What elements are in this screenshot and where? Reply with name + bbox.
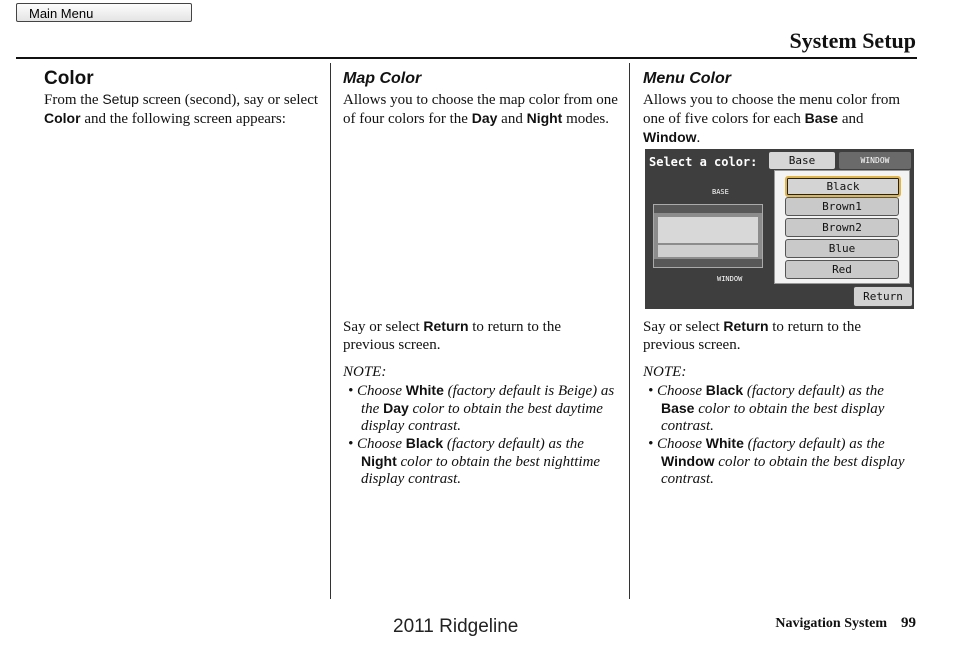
- keyword-return: Return: [723, 318, 769, 334]
- keyword-return: Return: [423, 318, 469, 334]
- keyword-black: Black: [405, 435, 444, 451]
- text-run: (factory default) as the: [743, 383, 884, 399]
- column-divider-2: [629, 63, 630, 599]
- map-color-description: [343, 91, 623, 128]
- tab-window[interactable]: WINDOW: [839, 152, 911, 169]
- preview-window-area: [658, 217, 758, 243]
- text-run: to return to the previous screen.: [343, 319, 561, 353]
- text-run: Choose: [657, 383, 706, 399]
- keyword-window: Window: [643, 129, 697, 145]
- footer-nav-label: Navigation System: [775, 616, 887, 631]
- keyword-black: Black: [705, 382, 744, 398]
- tab-base[interactable]: Base: [769, 152, 835, 169]
- note-item: • Choose White (factory default is Beige) as the Day color to obtain the best daytime display contrast.: [348, 382, 615, 434]
- keyword-night: Night: [526, 110, 563, 126]
- main-menu-button[interactable]: Main Menu: [16, 3, 192, 22]
- keyword-white: White: [705, 435, 744, 451]
- menu-preview-thumbnail: [653, 204, 763, 268]
- preview-grid-area: [658, 245, 758, 257]
- preview-tab-strip: [654, 205, 762, 213]
- note-heading: NOTE:: [343, 364, 387, 380]
- map-color-notes: [343, 382, 621, 488]
- return-button[interactable]: Return: [853, 286, 913, 307]
- text-run: color to obtain the best display contrast.: [661, 401, 885, 434]
- footer-page-label: [775, 615, 916, 632]
- text-run: Allows you to choose the menu color from one of five colors for each: [643, 92, 901, 127]
- keyword-color: Color: [44, 110, 81, 126]
- text-run: color to obtain the best display contrast.: [661, 454, 905, 487]
- keyword-day: Day: [471, 110, 498, 126]
- text-run: modes.: [562, 111, 610, 127]
- column-divider-1: [330, 63, 331, 599]
- color-option-red[interactable]: Red: [785, 260, 899, 279]
- page-title: System Setup: [789, 28, 916, 53]
- text-run: color to obtain the best nighttime display contrast.: [361, 454, 601, 487]
- preview-bottom-bar: [654, 259, 762, 267]
- text-run: and: [497, 111, 527, 127]
- text-run: (factory default) as the: [743, 436, 885, 452]
- text-run: (factory default) as the: [443, 436, 584, 452]
- menu-color-notes: [643, 382, 918, 488]
- note-heading: NOTE:: [643, 364, 687, 380]
- keyword-window: Window: [661, 453, 715, 469]
- page-number: 99: [901, 615, 916, 631]
- menu-color-return-paragraph: [643, 317, 913, 354]
- text-run: screen (second), say or select: [138, 92, 319, 108]
- text-run: and the following screen appears:: [80, 111, 286, 127]
- section-heading-map-color: Map Color: [343, 70, 422, 87]
- footer-watermark: 2011 Ridgeline: [393, 616, 519, 637]
- header-divider: [16, 57, 917, 59]
- keyword-base: Base: [804, 110, 839, 126]
- section-heading-menu-color: Menu Color: [643, 70, 731, 87]
- preview-base-label: BASE: [712, 188, 729, 196]
- text-run: and: [838, 111, 864, 127]
- preview-window-label: WINDOW: [717, 275, 743, 283]
- text-run: Say or select: [343, 319, 424, 335]
- text-run: Allows you to choose the map color from one of four colors for the: [343, 92, 618, 127]
- column-color: [44, 68, 329, 128]
- column-menu-color: [643, 70, 913, 147]
- color-intro-paragraph: [44, 90, 329, 128]
- menu-color-screenshot: [645, 149, 914, 309]
- note-item: • Choose White (factory default) as the Window color to obtain the best display contrast.: [648, 435, 905, 487]
- text-run: Choose: [357, 436, 406, 452]
- column-map-color: [343, 70, 623, 128]
- text-run: Say or select: [643, 319, 724, 335]
- keyword-setup: Setup: [102, 91, 139, 107]
- screen-title: Select a color:: [649, 155, 758, 169]
- keyword-night: Night: [361, 453, 397, 469]
- text-run: Choose: [357, 383, 406, 399]
- color-option-brown1[interactable]: Brown1: [785, 197, 899, 216]
- color-option-brown2[interactable]: Brown2: [785, 218, 899, 237]
- keyword-white: White: [405, 382, 444, 398]
- map-color-return-paragraph: [343, 317, 613, 354]
- section-heading-color: Color: [44, 68, 94, 89]
- menu-color-description: [643, 91, 913, 147]
- note-item: • Choose Black (factory default) as the Base color to obtain the best display contrast.: [648, 382, 885, 434]
- text-run: From the: [44, 92, 103, 108]
- note-item: • Choose Black (factory default) as the Night color to obtain the best nighttime display contrast.: [348, 435, 601, 487]
- text-run: .: [696, 130, 701, 146]
- keyword-day: Day: [383, 400, 409, 416]
- text-run: (factory default is Beige) as the: [361, 383, 615, 417]
- color-option-black[interactable]: Black: [785, 176, 901, 197]
- color-option-blue[interactable]: Blue: [785, 239, 899, 258]
- text-run: Choose: [657, 436, 706, 452]
- color-option-list: [774, 170, 910, 284]
- text-run: to return to the previous screen.: [643, 319, 861, 353]
- text-run: color to obtain the best daytime display contrast.: [361, 401, 603, 434]
- keyword-base: Base: [661, 400, 695, 416]
